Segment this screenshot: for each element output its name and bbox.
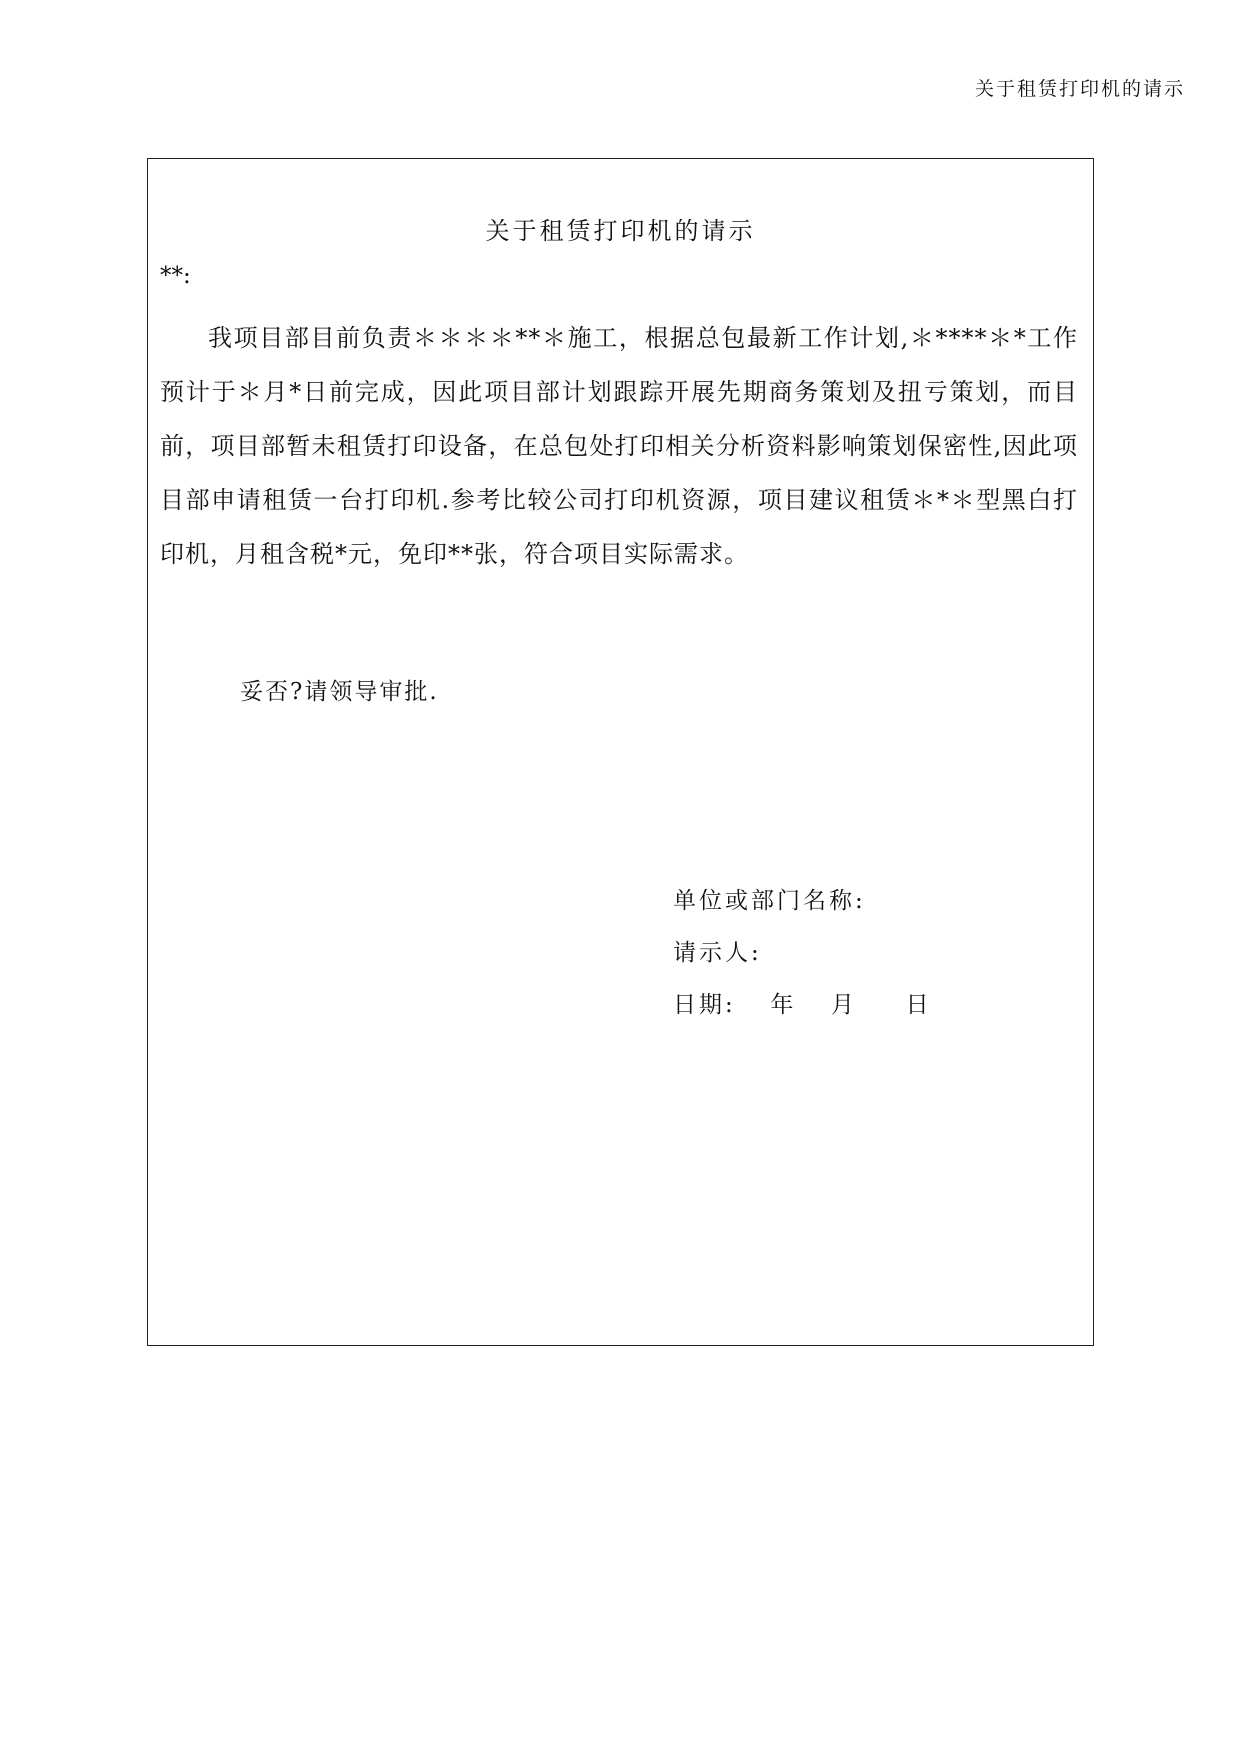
signature-block [673, 875, 932, 1031]
date-label: 日期: [673, 992, 736, 1018]
document-frame [147, 158, 1094, 1346]
unit-label: 单位或部门名称: [673, 888, 866, 914]
closing-line: 妥否?请领导审批. [240, 679, 439, 705]
date-year: 年 [770, 992, 797, 1018]
salutation: **: [160, 263, 191, 289]
date-month: 月 [831, 992, 857, 1018]
date-line [673, 979, 932, 1031]
requester-label: 请示人: [673, 940, 762, 966]
body-paragraph: 我项目部目前负责＊＊＊＊**＊施工，根据总包最新工作计划,＊****＊*工作预计于＊月*日前完成，因此项目部计划跟踪开展先期商务策划及扭亏策划，而目前，项目部暂未租赁打印设备，在总包处打印相关分析资料影响策划保密性,因此项目部申请租赁一台打印机.参考比较公司打印机资源，项目建议租赁＊*＊型黑白打印机，月租含税*元，免印**张，符合项目实际需求。 [160, 324, 1078, 568]
document-title: 关于租赁打印机的请示 [485, 217, 756, 245]
running-header-title: 关于租赁打印机的请示 [974, 78, 1185, 100]
date-day: 日 [905, 992, 932, 1018]
